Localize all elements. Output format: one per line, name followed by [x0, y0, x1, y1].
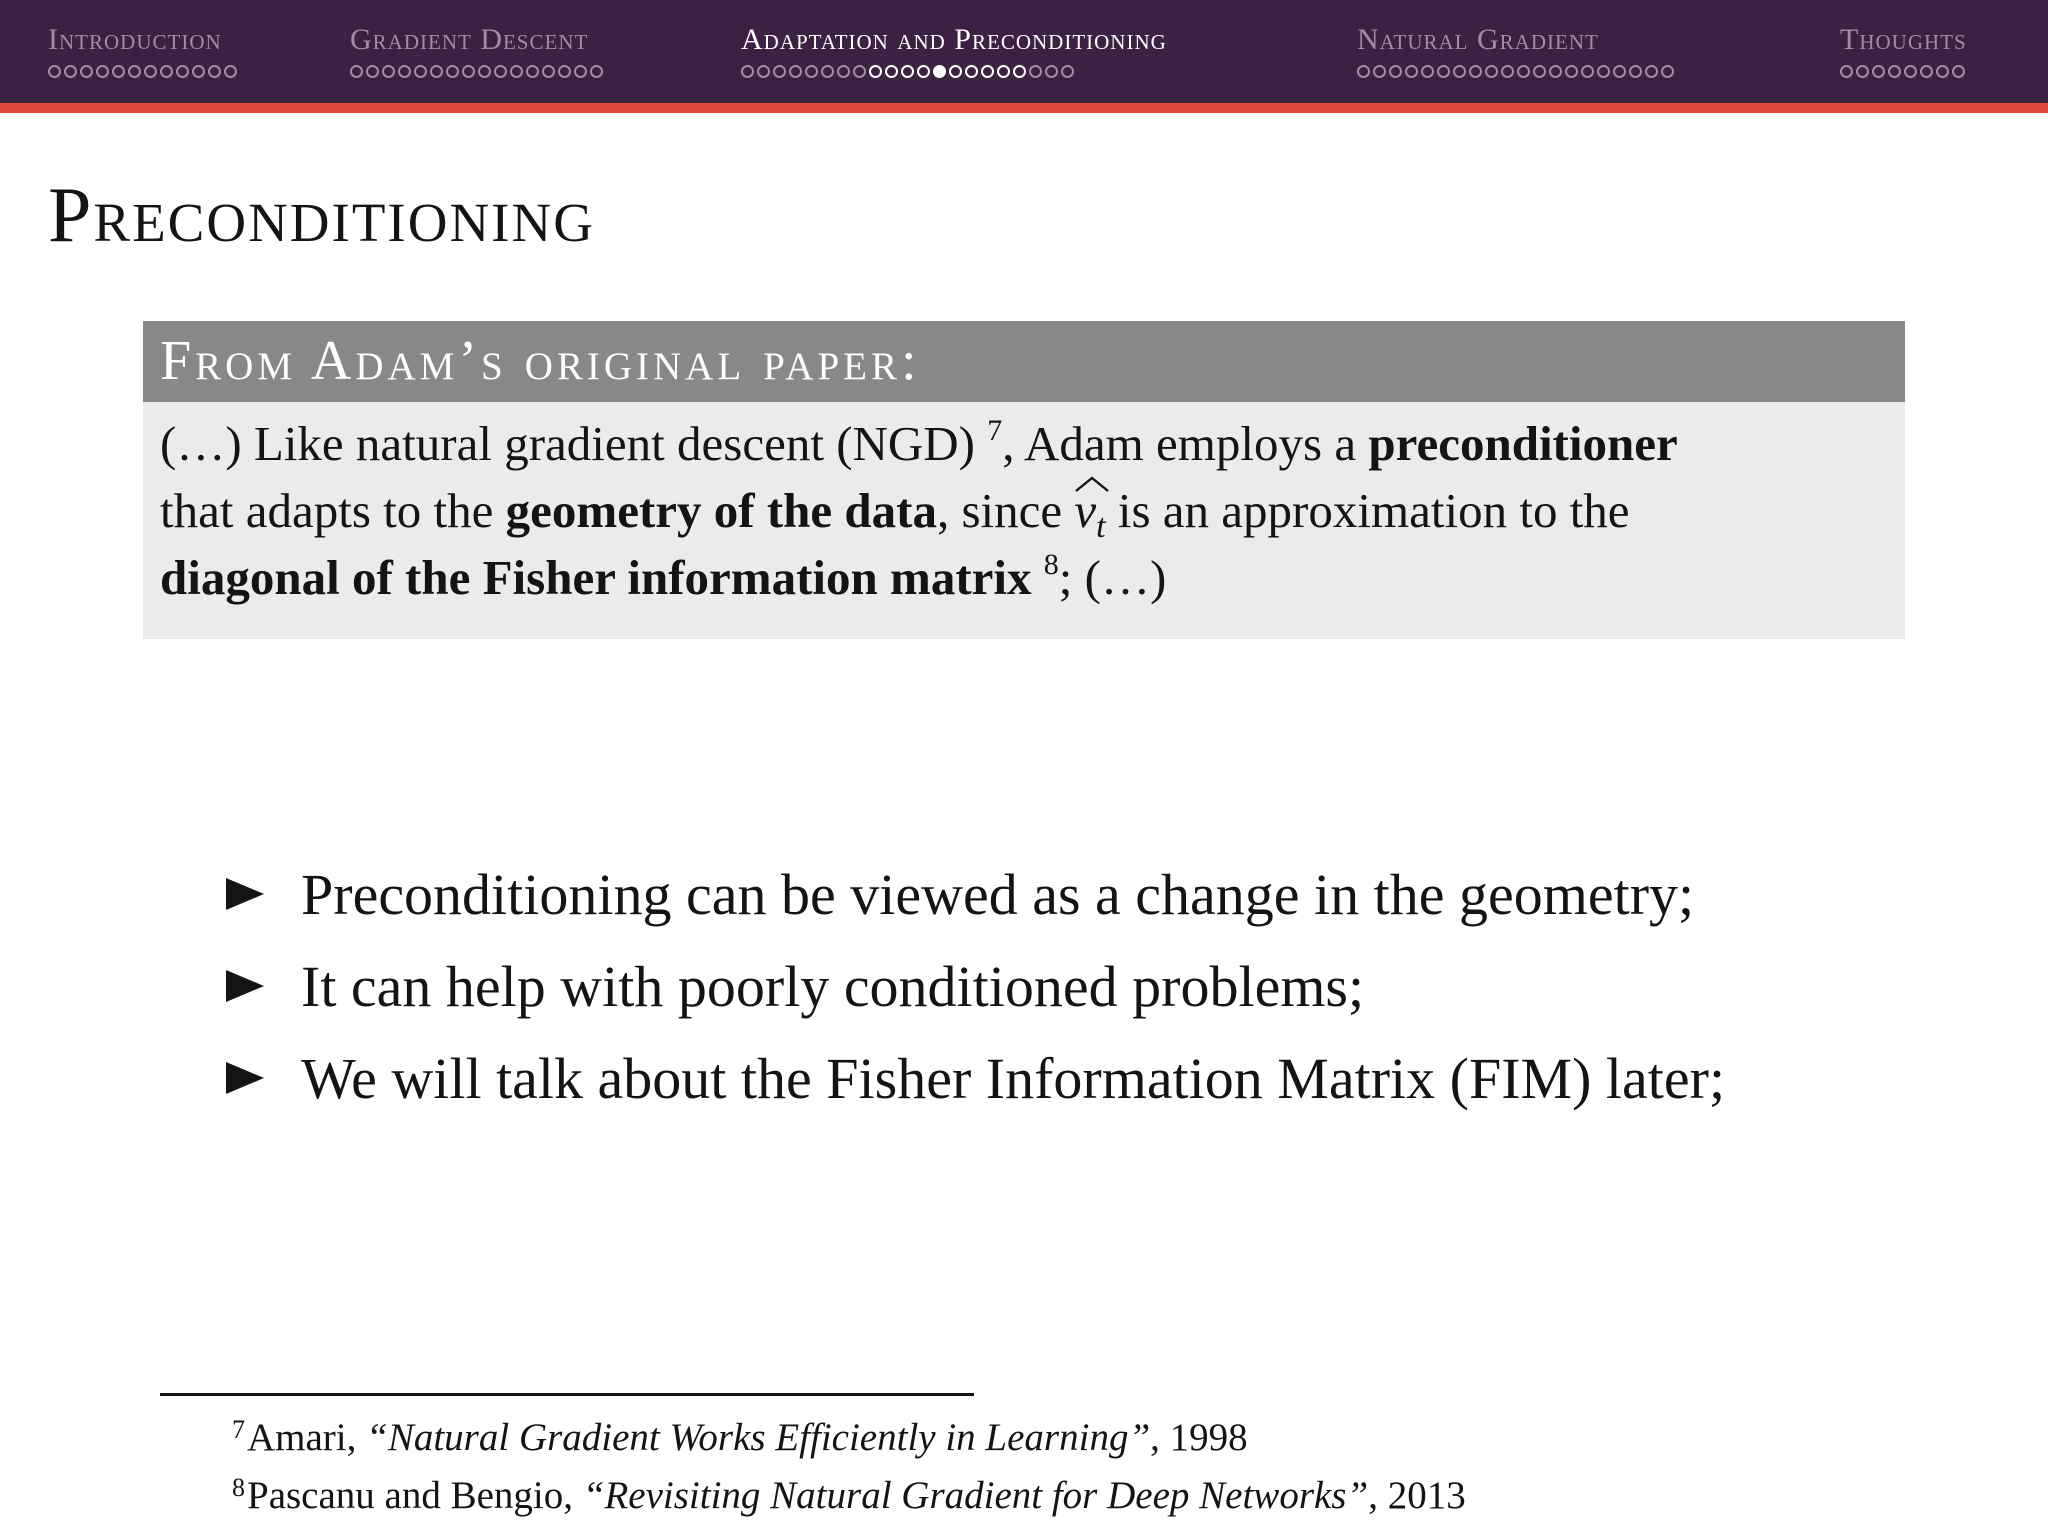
- nav-dot[interactable]: [1013, 65, 1026, 78]
- nav-dot[interactable]: [1840, 65, 1853, 78]
- quote-text: , since: [936, 483, 1075, 538]
- nav-dot[interactable]: [192, 65, 205, 78]
- quote-line: [160, 544, 1888, 611]
- nav-dot[interactable]: [1549, 65, 1562, 78]
- nav-dot-current[interactable]: [933, 65, 946, 78]
- bullet-text: We will talk about the Fisher Information Matrix (FIM) later;: [301, 1045, 1726, 1111]
- nav-section-gradient-descent[interactable]: [350, 20, 603, 78]
- quote-text: (…) Like natural gradient descent (NGD): [160, 416, 975, 471]
- nav-dot[interactable]: [382, 65, 395, 78]
- footnote-number: 8: [232, 1473, 245, 1502]
- quote-text: is an approximation to the: [1105, 483, 1630, 538]
- footnote-year: , 1998: [1150, 1416, 1248, 1459]
- nav-dot[interactable]: [542, 65, 555, 78]
- nav-dot[interactable]: [773, 65, 786, 78]
- nav-dots: [350, 65, 603, 78]
- quote-line: [160, 477, 1888, 544]
- nav-title[interactable]: Adaptation and Preconditioning: [741, 23, 1167, 56]
- nav-dot[interactable]: [1629, 65, 1642, 78]
- nav-dot[interactable]: [1061, 65, 1074, 78]
- nav-dot[interactable]: [112, 65, 125, 78]
- nav-dot[interactable]: [965, 65, 978, 78]
- emphasis-text: diagonal of the Fisher information matrix: [160, 550, 1032, 605]
- nav-dot[interactable]: [853, 65, 866, 78]
- nav-dot[interactable]: [144, 65, 157, 78]
- list-item: [225, 940, 1725, 1032]
- footnote-divider: [160, 1393, 974, 1396]
- footnote: [232, 1473, 1466, 1518]
- nav-dot[interactable]: [1856, 65, 1869, 78]
- emphasis-text: preconditioner: [1368, 416, 1678, 471]
- nav-dot[interactable]: [1357, 65, 1370, 78]
- nav-dot[interactable]: [789, 65, 802, 78]
- nav-section-natural-gradient[interactable]: [1357, 20, 1674, 78]
- footnote-author: Amari,: [247, 1416, 367, 1459]
- nav-dot[interactable]: [510, 65, 523, 78]
- nav-dot[interactable]: [837, 65, 850, 78]
- nav-dot[interactable]: [1373, 65, 1386, 78]
- nav-dot[interactable]: [80, 65, 93, 78]
- nav-dot[interactable]: [64, 65, 77, 78]
- nav-dot[interactable]: [741, 65, 754, 78]
- footnote: [232, 1415, 1248, 1460]
- footnote-title: “Natural Gradient Works Efficiently in Learning”: [366, 1416, 1151, 1459]
- nav-dot[interactable]: [1533, 65, 1546, 78]
- nav-dot[interactable]: [949, 65, 962, 78]
- nav-dot[interactable]: [398, 65, 411, 78]
- accent-divider: [0, 103, 2048, 113]
- nav-dot[interactable]: [1501, 65, 1514, 78]
- nav-dot[interactable]: [869, 65, 882, 78]
- nav-dot[interactable]: [821, 65, 834, 78]
- hat-accent-icon: [1074, 475, 1110, 493]
- nav-dots: [741, 65, 1167, 78]
- nav-dot[interactable]: [1920, 65, 1933, 78]
- nav-dot[interactable]: [1469, 65, 1482, 78]
- nav-dots: [1357, 65, 1674, 78]
- nav-dot[interactable]: [1581, 65, 1594, 78]
- nav-dot[interactable]: [1613, 65, 1626, 78]
- triangle-bullet-icon: [225, 877, 265, 911]
- nav-dot[interactable]: [160, 65, 173, 78]
- list-item: [225, 848, 1725, 940]
- nav-title[interactable]: Thoughts: [1840, 23, 1967, 56]
- nav-dot[interactable]: [478, 65, 491, 78]
- list-item: [225, 1032, 1725, 1124]
- nav-dot[interactable]: [176, 65, 189, 78]
- quote-block-header: From Adam’s original paper:: [143, 321, 1905, 402]
- nav-dot[interactable]: [917, 65, 930, 78]
- nav-dot[interactable]: [1029, 65, 1042, 78]
- quote-block: [143, 321, 1905, 639]
- bullet-text: It can help with poorly conditioned problems;: [301, 953, 1365, 1019]
- nav-dot[interactable]: [446, 65, 459, 78]
- nav-dot[interactable]: [1597, 65, 1610, 78]
- nav-dot[interactable]: [414, 65, 427, 78]
- nav-dot[interactable]: [1517, 65, 1530, 78]
- nav-dot[interactable]: [1661, 65, 1674, 78]
- nav-dot[interactable]: [494, 65, 507, 78]
- nav-dot[interactable]: [48, 65, 61, 78]
- quote-line: [160, 410, 1888, 477]
- nav-dots: [1840, 65, 1967, 78]
- nav-section-introduction[interactable]: [48, 20, 237, 78]
- footnote-year: , 2013: [1368, 1474, 1466, 1517]
- nav-dot[interactable]: [885, 65, 898, 78]
- nav-dot[interactable]: [1485, 65, 1498, 78]
- nav-dot[interactable]: [1888, 65, 1901, 78]
- quote-block-body: [143, 402, 1905, 639]
- nav-dot[interactable]: [1045, 65, 1058, 78]
- nav-dot[interactable]: [1904, 65, 1917, 78]
- quote-text: that adapts to the: [160, 483, 506, 538]
- nav-dot[interactable]: [1389, 65, 1402, 78]
- nav-dot[interactable]: [1421, 65, 1434, 78]
- nav-dot[interactable]: [1405, 65, 1418, 78]
- nav-dot[interactable]: [366, 65, 379, 78]
- bullet-list: [225, 848, 1725, 1124]
- quote-text: , Adam employs a: [1002, 416, 1369, 471]
- math-v-hat-t: [1074, 477, 1105, 544]
- nav-section-adaptation-preconditioning[interactable]: [741, 20, 1167, 78]
- nav-title[interactable]: Introduction: [48, 23, 222, 56]
- nav-dot[interactable]: [1952, 65, 1965, 78]
- nav-dot[interactable]: [757, 65, 770, 78]
- nav-dot[interactable]: [350, 65, 363, 78]
- nav-dot[interactable]: [96, 65, 109, 78]
- triangle-bullet-icon: [225, 969, 265, 1003]
- nav-dot[interactable]: [1565, 65, 1578, 78]
- nav-dot[interactable]: [1437, 65, 1450, 78]
- math-variable: v: [1074, 483, 1097, 538]
- nav-dot[interactable]: [574, 65, 587, 78]
- footnote-author: Pascanu and Bengio,: [247, 1474, 583, 1517]
- nav-dot[interactable]: [430, 65, 443, 78]
- nav-dot[interactable]: [558, 65, 571, 78]
- slide-title: Preconditioning: [48, 171, 595, 258]
- nav-title[interactable]: Natural Gradient: [1357, 23, 1599, 56]
- nav-dot[interactable]: [1645, 65, 1658, 78]
- nav-title[interactable]: Gradient Descent: [350, 23, 589, 56]
- bullet-text: Preconditioning can be viewed as a change in the geometry;: [301, 861, 1695, 927]
- nav-dot[interactable]: [1872, 65, 1885, 78]
- nav-dot[interactable]: [1453, 65, 1466, 78]
- nav-dot[interactable]: [901, 65, 914, 78]
- nav-dot[interactable]: [590, 65, 603, 78]
- footnote-ref[interactable]: 8: [1043, 548, 1059, 581]
- math-subscript: t: [1096, 508, 1106, 545]
- emphasis-text: geometry of the data: [505, 483, 937, 538]
- nav-section-thoughts[interactable]: [1840, 20, 1967, 78]
- quote-text: ; (…): [1058, 550, 1167, 605]
- nav-dot[interactable]: [1936, 65, 1949, 78]
- nav-dot[interactable]: [462, 65, 475, 78]
- section-navbar: [0, 0, 2048, 103]
- footnote-title: “Revisiting Natural Gradient for Deep Networks”: [582, 1474, 1369, 1517]
- nav-dot[interactable]: [208, 65, 221, 78]
- nav-dot[interactable]: [981, 65, 994, 78]
- nav-dot[interactable]: [526, 65, 539, 78]
- nav-dot[interactable]: [224, 65, 237, 78]
- nav-dot[interactable]: [805, 65, 818, 78]
- nav-dot[interactable]: [128, 65, 141, 78]
- nav-dot[interactable]: [997, 65, 1010, 78]
- nav-dots: [48, 65, 237, 78]
- footnote-number: 7: [232, 1415, 245, 1444]
- triangle-bullet-icon: [225, 1061, 265, 1095]
- footnote-ref[interactable]: 7: [987, 414, 1003, 447]
